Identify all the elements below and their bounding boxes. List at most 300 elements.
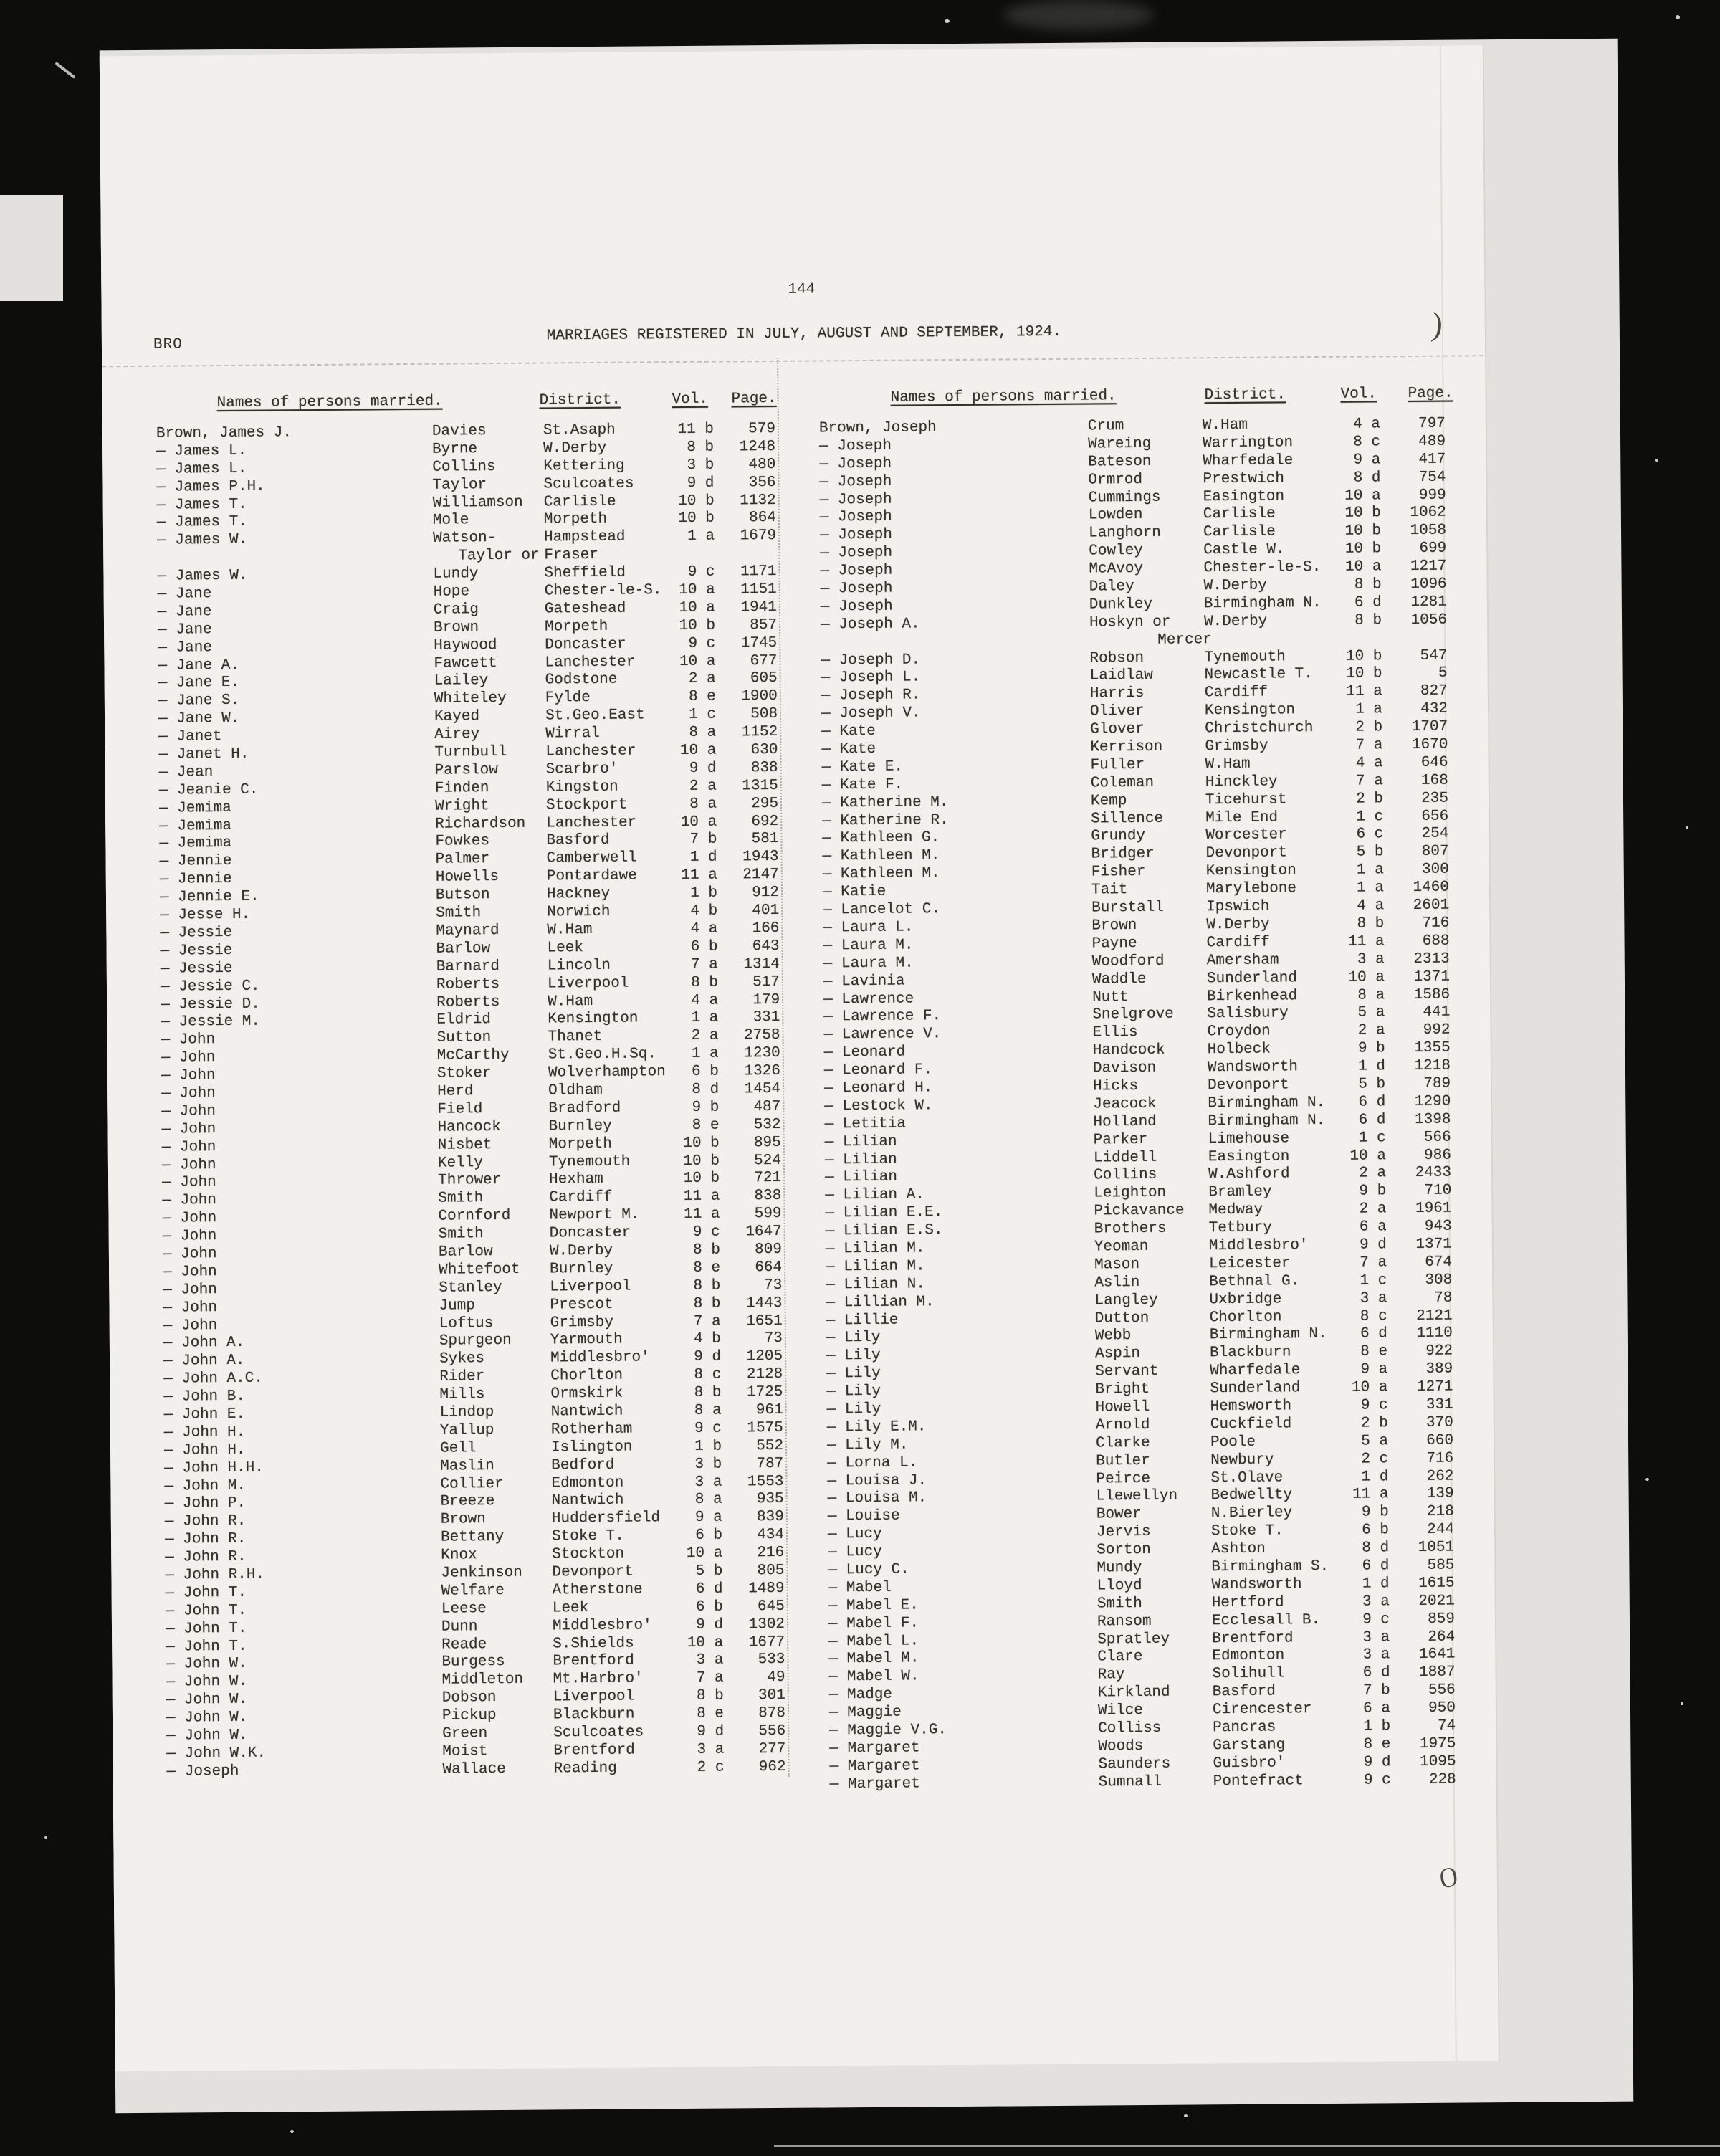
row-vol: 3 a bbox=[1360, 1289, 1387, 1307]
row-vol: 1 b bbox=[690, 884, 718, 902]
row-name: — Lestock W. bbox=[824, 1097, 933, 1115]
row-surname: Fuller bbox=[1090, 756, 1145, 774]
row-page: 674 bbox=[1425, 1254, 1453, 1271]
row-vol: 8 c bbox=[694, 1366, 722, 1384]
row-name: — Joseph bbox=[820, 562, 893, 580]
row-vol: 11 a bbox=[1348, 933, 1385, 950]
row-surname: Liddell bbox=[1093, 1149, 1157, 1167]
row-vol: 8 e bbox=[1363, 1736, 1391, 1753]
row-name: — John bbox=[162, 1246, 217, 1263]
row-page: 78 bbox=[1434, 1289, 1453, 1307]
row-surname: Herd bbox=[437, 1083, 474, 1100]
header-page-left: Page. bbox=[731, 390, 777, 408]
row-district: Wharfedale bbox=[1203, 452, 1294, 470]
scan-smudge bbox=[1003, 0, 1154, 30]
row-surname: Wright bbox=[434, 797, 489, 815]
row-district: Kensington bbox=[548, 1010, 639, 1028]
row-district: Devonport bbox=[1208, 1077, 1289, 1094]
row-vol: 8 d bbox=[1362, 1540, 1390, 1557]
row-page: 1281 bbox=[1410, 593, 1447, 611]
row-name: — Lawrence F. bbox=[823, 1008, 942, 1026]
row-name: — Joseph bbox=[819, 473, 892, 491]
row-name: — Joseph bbox=[166, 1763, 239, 1780]
row-vol: 3 a bbox=[697, 1741, 725, 1758]
row-surname: Taylor bbox=[432, 476, 487, 494]
row-district: Middlesbro' bbox=[1208, 1237, 1309, 1255]
row-name: — Joseph L. bbox=[821, 669, 921, 687]
row-name: — Lily bbox=[826, 1401, 882, 1418]
row-name: — Kathleen G. bbox=[822, 829, 940, 847]
row-page: 943 bbox=[1424, 1218, 1452, 1235]
row-vol: 1 a bbox=[1357, 879, 1385, 897]
row-surname: Burstall bbox=[1091, 899, 1165, 917]
row-page: 139 bbox=[1426, 1486, 1454, 1503]
row-page: 487 bbox=[753, 1098, 781, 1116]
row-district: Wandsworth bbox=[1207, 1059, 1299, 1077]
row-surname: Whiteley bbox=[434, 690, 507, 708]
row-district: Ecclesall B. bbox=[1211, 1611, 1321, 1629]
row-surname: Reade bbox=[441, 1636, 487, 1654]
row-name: — Mabel L. bbox=[828, 1633, 919, 1651]
row-district: Cardiff bbox=[549, 1189, 613, 1206]
row-page: 807 bbox=[1421, 843, 1449, 861]
row-page: 660 bbox=[1426, 1432, 1454, 1449]
row-name: — Joseph bbox=[820, 598, 893, 616]
row-page: 73 bbox=[764, 1330, 783, 1348]
row-vol: 11 a bbox=[1352, 1486, 1389, 1504]
row-page: 441 bbox=[1423, 1003, 1451, 1021]
row-surname: Smith bbox=[438, 1190, 484, 1207]
row-name: — Lawrence bbox=[823, 990, 914, 1008]
row-surname: Collins bbox=[432, 458, 496, 476]
row-district: Bedwellty bbox=[1210, 1487, 1293, 1504]
row-district: Cardiff bbox=[1204, 684, 1268, 702]
row-name: — Madge bbox=[828, 1686, 893, 1704]
row-district: Bethnal G. bbox=[1209, 1273, 1300, 1291]
row-district: Cuckfield bbox=[1210, 1416, 1292, 1434]
row-surname: Wallace bbox=[442, 1760, 506, 1778]
row-district: Kensington bbox=[1205, 862, 1296, 880]
row-vol: 2 b bbox=[1360, 1415, 1388, 1432]
row-vol: 9 d bbox=[696, 1616, 724, 1633]
row-name: — Mabel E. bbox=[828, 1597, 919, 1615]
row-surname: Woodford bbox=[1091, 953, 1165, 970]
row-page: 1315 bbox=[742, 777, 778, 795]
row-vol: 8 e bbox=[697, 1705, 725, 1723]
row-surname: Kayed bbox=[434, 708, 480, 725]
row-name: — Katherine M. bbox=[821, 793, 949, 812]
row-district: Marylebone bbox=[1205, 880, 1297, 898]
row-vol: 6 b bbox=[1362, 1522, 1390, 1539]
row-district: Sculcoates bbox=[553, 1724, 644, 1742]
row-vol: 3 a bbox=[696, 1652, 724, 1669]
row-continuation: Mercer bbox=[1157, 631, 1212, 649]
row-name: — John bbox=[163, 1317, 218, 1335]
row-surname: Brothers bbox=[1094, 1220, 1167, 1238]
scanned-sheet bbox=[100, 39, 1634, 2114]
row-district: Reading bbox=[553, 1760, 617, 1778]
row-page: 630 bbox=[750, 741, 778, 759]
row-vol: 6 b bbox=[692, 1063, 720, 1080]
row-page: 599 bbox=[754, 1206, 782, 1223]
row-surname: Woods bbox=[1098, 1737, 1144, 1755]
row-vol: 11 b bbox=[677, 421, 715, 439]
row-vol: 10 a bbox=[1344, 487, 1381, 505]
row-page: 962 bbox=[758, 1758, 786, 1776]
row-surname: Stoker bbox=[436, 1065, 492, 1082]
row-page: 645 bbox=[757, 1598, 785, 1615]
row-name: — Kathleen M. bbox=[822, 847, 940, 865]
row-surname: Grundy bbox=[1091, 828, 1146, 846]
row-vol: 8 b bbox=[1354, 612, 1382, 629]
row-vol: 1 d bbox=[689, 849, 717, 867]
row-district: Edmonton bbox=[1212, 1647, 1285, 1665]
row-vol: 1 a bbox=[687, 528, 715, 545]
row-surname: Brown bbox=[433, 619, 479, 636]
header-vol-left: Vol. bbox=[672, 391, 709, 409]
row-surname: Ray bbox=[1097, 1666, 1125, 1684]
table-column-left bbox=[156, 421, 798, 1782]
header-district-left: District. bbox=[539, 391, 621, 409]
row-name: — Janet bbox=[158, 728, 222, 745]
row-district: Camberwell bbox=[546, 849, 637, 867]
row-vol: 8 b bbox=[696, 1687, 724, 1705]
row-surname: Palmer bbox=[435, 851, 490, 869]
row-name: — Katherine R. bbox=[822, 811, 949, 830]
row-surname: Arnold bbox=[1095, 1416, 1150, 1434]
row-name: — Jennie E. bbox=[159, 888, 259, 906]
row-district: Brentford bbox=[553, 1653, 634, 1670]
row-surname: Cowley bbox=[1089, 543, 1143, 560]
dust-speck bbox=[44, 1836, 47, 1839]
row-page: 605 bbox=[750, 670, 778, 687]
row-page: 1095 bbox=[1420, 1753, 1456, 1770]
row-name: — Joseph bbox=[819, 437, 892, 455]
row-name: — Letitia bbox=[824, 1115, 907, 1133]
row-vol: 8 b bbox=[693, 1241, 720, 1259]
row-district: Easington bbox=[1208, 1148, 1290, 1165]
row-page: 1460 bbox=[1413, 879, 1450, 897]
row-page: 1586 bbox=[1413, 986, 1451, 1003]
row-name: — John R. bbox=[164, 1531, 247, 1548]
row-name: — Kathleen M. bbox=[822, 865, 940, 883]
row-district: N.Bierley bbox=[1210, 1504, 1293, 1522]
row-vol: 8 d bbox=[1353, 469, 1381, 487]
row-surname: Barlow bbox=[436, 940, 491, 958]
row-surname: Ormrod bbox=[1088, 471, 1143, 489]
row-page: 480 bbox=[748, 456, 776, 474]
row-vol: 2 c bbox=[1361, 1450, 1389, 1468]
row-surname: Kemp bbox=[1090, 792, 1127, 810]
row-vol: 10 b bbox=[1346, 665, 1382, 683]
row-page: 859 bbox=[1428, 1611, 1456, 1628]
row-district: Cardiff bbox=[1206, 934, 1270, 952]
row-district: Chester-le-S. bbox=[1203, 559, 1322, 577]
row-district: Birmingham S. bbox=[1211, 1558, 1329, 1576]
row-surname: Nutt bbox=[1092, 988, 1129, 1006]
row-page: 73 bbox=[763, 1277, 783, 1294]
row-page: 1248 bbox=[739, 438, 776, 456]
row-page: 646 bbox=[1420, 754, 1448, 771]
row-district: Hackney bbox=[546, 885, 611, 903]
row-surname: Jenkinson bbox=[441, 1564, 522, 1582]
row-surname: Saunders bbox=[1098, 1755, 1171, 1773]
row-name: — Mabel M. bbox=[828, 1650, 919, 1668]
row-surname: Spurgeon bbox=[439, 1332, 512, 1350]
row-page: 331 bbox=[1425, 1396, 1453, 1413]
row-page: 1058 bbox=[1410, 522, 1447, 540]
row-district: W.Ashford bbox=[1208, 1165, 1290, 1183]
row-district: Blackburn bbox=[1209, 1344, 1291, 1362]
row-vol: 1 d bbox=[1361, 1468, 1389, 1486]
header-names-right: Names of persons married. bbox=[890, 388, 1117, 406]
row-district: Kensington bbox=[1204, 702, 1296, 720]
row-district: Middlesbro' bbox=[550, 1349, 650, 1367]
row-name: — Joseph bbox=[820, 544, 893, 562]
row-page: 331 bbox=[752, 1009, 780, 1026]
row-vol: 4 a bbox=[1355, 755, 1383, 772]
row-name: — Jane bbox=[157, 604, 212, 621]
row-vol: 1 a bbox=[1355, 701, 1383, 718]
row-surname: Smith bbox=[436, 905, 482, 922]
row-vol: 4 a bbox=[1357, 897, 1385, 915]
row-surname: Colliss bbox=[1098, 1719, 1162, 1737]
row-name: — Laura M. bbox=[823, 955, 914, 973]
row-district: Easington bbox=[1203, 487, 1285, 505]
row-surname: Oliver bbox=[1089, 703, 1145, 720]
row-vol: 6 a bbox=[1359, 1218, 1387, 1236]
row-name: — Lillian M. bbox=[826, 1293, 935, 1312]
row-district: Holbeck bbox=[1207, 1041, 1271, 1059]
row-vol: 9 c bbox=[692, 1224, 720, 1241]
row-surname: Clare bbox=[1097, 1649, 1143, 1666]
row-name: — Laura M. bbox=[823, 937, 914, 955]
row-name: — Louisa J. bbox=[827, 1471, 927, 1489]
row-page: 74 bbox=[1437, 1717, 1456, 1735]
row-name: — John bbox=[161, 1067, 216, 1084]
row-page: 1096 bbox=[1410, 576, 1447, 593]
row-surname: Cornford bbox=[438, 1208, 511, 1225]
row-district: Sculcoates bbox=[543, 475, 634, 493]
row-page: 827 bbox=[1420, 682, 1448, 700]
row-page: 524 bbox=[754, 1152, 782, 1169]
row-surname: Pickup bbox=[441, 1707, 497, 1725]
row-page: 787 bbox=[756, 1455, 784, 1472]
row-district: S.Shields bbox=[553, 1635, 634, 1653]
row-district: Sunderland bbox=[1206, 969, 1298, 987]
row-surname: Sorton bbox=[1096, 1542, 1151, 1559]
row-name: — John W. bbox=[166, 1709, 248, 1727]
row-vol: 4 b bbox=[690, 902, 718, 920]
row-name: — Lily bbox=[826, 1365, 881, 1383]
row-vol: 11 a bbox=[681, 867, 717, 884]
row-page: 581 bbox=[751, 831, 779, 848]
row-name: — Jessie M. bbox=[161, 1013, 261, 1031]
row-vol: 7 a bbox=[1355, 773, 1383, 790]
row-surname: Clarke bbox=[1095, 1434, 1150, 1452]
row-vol: 2 b bbox=[1356, 791, 1384, 808]
row-page: 532 bbox=[753, 1116, 781, 1133]
row-district: Limehouse bbox=[1208, 1130, 1290, 1148]
row-page: 1271 bbox=[1416, 1378, 1453, 1396]
row-vol: 2 b bbox=[1355, 719, 1383, 736]
row-name: — Maggie bbox=[828, 1704, 902, 1722]
row-surname: Smith bbox=[438, 1226, 484, 1243]
row-page: 1641 bbox=[1418, 1646, 1456, 1664]
row-surname: Yeoman bbox=[1094, 1238, 1149, 1256]
row-vol: 2 c bbox=[697, 1759, 725, 1776]
row-name: — Lucy bbox=[827, 1526, 882, 1543]
row-surname: Bridger bbox=[1091, 846, 1155, 863]
row-surname: Leighton bbox=[1094, 1185, 1167, 1202]
row-vol: 4 a bbox=[691, 992, 719, 1009]
row-vol: 6 d bbox=[1362, 1664, 1390, 1682]
row-vol: 1 c bbox=[1360, 1272, 1387, 1289]
row-district: Huddersfield bbox=[551, 1509, 661, 1527]
row-name: — John H.H. bbox=[164, 1459, 264, 1477]
row-surname: Collins bbox=[1094, 1167, 1157, 1184]
row-vol: 6 d bbox=[1354, 594, 1382, 611]
row-vol: 8 e bbox=[692, 1117, 720, 1134]
row-district: Tynemouth bbox=[548, 1153, 631, 1170]
row-name: — John B. bbox=[163, 1388, 245, 1406]
row-district: Newport M. bbox=[549, 1206, 640, 1224]
row-page: 356 bbox=[748, 474, 776, 491]
row-district: Bedford bbox=[551, 1456, 615, 1474]
row-vol: 9 b bbox=[1361, 1504, 1389, 1521]
dust-speck bbox=[1656, 459, 1658, 462]
row-district: St.Asaph bbox=[543, 421, 616, 439]
row-district: Chorlton bbox=[550, 1367, 624, 1385]
row-vol: 9 c bbox=[1360, 1397, 1388, 1414]
row-district: Leek bbox=[547, 939, 584, 957]
row-name: — James W. bbox=[157, 532, 248, 550]
row-page: 922 bbox=[1425, 1342, 1453, 1360]
row-name: — James L. bbox=[156, 460, 247, 478]
row-page: 839 bbox=[756, 1509, 784, 1526]
row-name: — Lilian bbox=[825, 1169, 898, 1186]
row-name: — Lilian E.E. bbox=[825, 1204, 943, 1222]
row-vol: 7 a bbox=[696, 1669, 724, 1687]
row-district: Lanchester bbox=[546, 814, 637, 832]
row-surname: Llewellyn bbox=[1096, 1488, 1178, 1505]
row-surname: Sykes bbox=[439, 1350, 485, 1368]
row-page: 754 bbox=[1418, 469, 1446, 486]
row-name: — Lilian N. bbox=[826, 1276, 926, 1294]
row-district: Amersham bbox=[1206, 952, 1279, 969]
row-surname: Middleton bbox=[441, 1671, 524, 1689]
row-surname: Kirkland bbox=[1097, 1684, 1170, 1702]
row-surname: Parker bbox=[1093, 1131, 1148, 1149]
row-vol: 9 d bbox=[687, 474, 715, 492]
row-page: 235 bbox=[1421, 790, 1449, 807]
row-surname: Jump bbox=[439, 1297, 476, 1315]
row-surname: Tait bbox=[1091, 882, 1128, 899]
row-name: — Jeanie C. bbox=[158, 781, 259, 799]
row-page: 1961 bbox=[1415, 1200, 1452, 1218]
row-surname: Dobson bbox=[441, 1689, 497, 1707]
row-vol: 8 b bbox=[687, 439, 715, 456]
row-surname: Wilce bbox=[1097, 1702, 1144, 1719]
row-page: 254 bbox=[1421, 826, 1449, 843]
dust-speck bbox=[945, 19, 950, 23]
row-district: Wharfedale bbox=[1210, 1362, 1301, 1380]
row-district: St.Geo.H.Sq. bbox=[548, 1046, 657, 1064]
row-vol: 8 d bbox=[692, 1081, 720, 1098]
row-district: Fylde bbox=[545, 690, 591, 707]
row-district: Mt.Harbro' bbox=[553, 1670, 644, 1688]
row-name: — Jane bbox=[157, 621, 212, 639]
header-page-right: Page. bbox=[1408, 385, 1453, 403]
row-district: St.Olave bbox=[1210, 1469, 1284, 1487]
row-name: — John A. bbox=[163, 1335, 245, 1353]
row-name: — Maggie V.G. bbox=[829, 1722, 947, 1740]
row-vol: 7 b bbox=[1362, 1682, 1390, 1699]
row-name: — Kate F. bbox=[821, 776, 904, 794]
row-district: Hertford bbox=[1211, 1594, 1284, 1612]
row-vol: 3 b bbox=[687, 457, 715, 474]
row-vol: 4 b bbox=[693, 1331, 721, 1348]
row-vol: 8 a bbox=[1357, 986, 1385, 1004]
row-surname: Hicks bbox=[1093, 1077, 1139, 1095]
row-name: — Louise bbox=[827, 1507, 900, 1525]
row-surname: Handcock bbox=[1092, 1041, 1165, 1059]
row-page: 857 bbox=[750, 616, 778, 634]
row-surname: Roberts bbox=[436, 993, 500, 1011]
row-district: Lanchester bbox=[545, 654, 636, 672]
row-name: — Joseph bbox=[819, 491, 892, 509]
row-district: Doncaster bbox=[545, 636, 626, 654]
row-name: — John W. bbox=[166, 1692, 248, 1709]
row-vol: 2 a bbox=[688, 671, 716, 688]
row-vol: 10 b bbox=[1344, 505, 1381, 523]
row-vol: 9 d bbox=[694, 1348, 722, 1366]
row-page: 49 bbox=[767, 1669, 785, 1687]
row-surname: Craig bbox=[433, 601, 479, 619]
row-page: 643 bbox=[752, 938, 780, 955]
row-page: 1217 bbox=[1410, 558, 1447, 576]
row-surname: Wareing bbox=[1087, 435, 1152, 453]
row-surname: Crum bbox=[1087, 418, 1124, 435]
row-name: — Lorna L. bbox=[827, 1454, 918, 1472]
row-surname: Howells bbox=[435, 869, 500, 886]
row-surname: Fowkes bbox=[435, 833, 490, 851]
row-vol: 9 c bbox=[688, 635, 716, 652]
row-name: — Lily bbox=[826, 1330, 881, 1347]
row-surname: Stanley bbox=[439, 1279, 502, 1297]
row-vol: 10 b bbox=[1345, 647, 1382, 665]
row-surname: Dutton bbox=[1094, 1310, 1150, 1327]
row-name: — Jessie bbox=[160, 960, 233, 978]
ink-mark: ) bbox=[1430, 305, 1445, 343]
row-page: 1651 bbox=[746, 1312, 783, 1330]
row-name: — Jane bbox=[157, 586, 212, 603]
row-name: — John A.C. bbox=[163, 1370, 264, 1388]
row-district: Garstang bbox=[1213, 1737, 1286, 1755]
row-vol: 8 a bbox=[689, 796, 717, 813]
row-page: 1647 bbox=[745, 1224, 782, 1241]
row-district: Devonport bbox=[552, 1563, 634, 1581]
row-name: — Lily E.M. bbox=[826, 1418, 927, 1436]
row-name: — Mabel F. bbox=[828, 1615, 919, 1633]
row-name: — Lilian bbox=[824, 1133, 897, 1151]
row-vol: 8 e bbox=[1360, 1343, 1388, 1360]
page-number: 144 bbox=[788, 281, 816, 298]
row-name: — Jennie bbox=[159, 853, 232, 871]
row-page: 5 bbox=[1438, 665, 1448, 682]
row-name: — Jane W. bbox=[158, 710, 240, 728]
row-surname: Thrower bbox=[438, 1172, 502, 1190]
